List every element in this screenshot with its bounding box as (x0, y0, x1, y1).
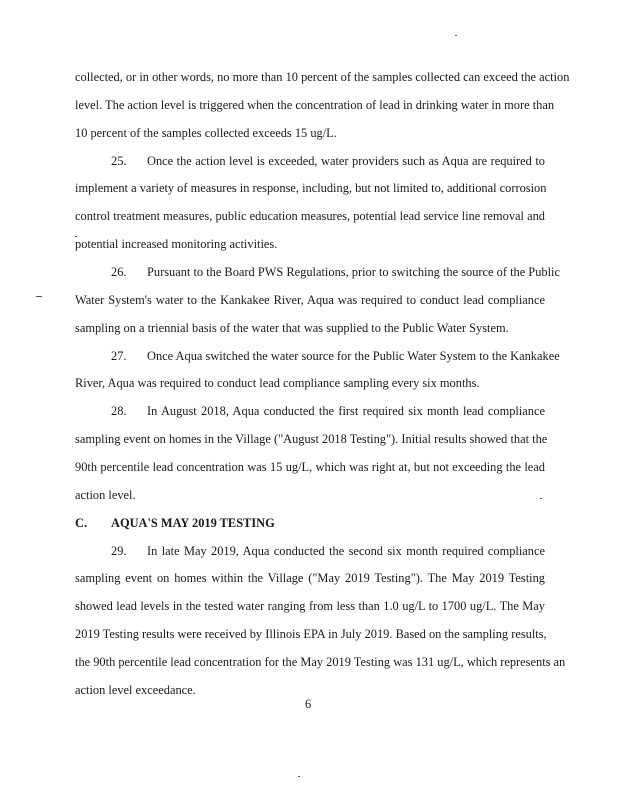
text-line: level. The action level is triggered when the concentration of lead in drinking water in more than (75, 97, 555, 112)
text-line: 10 percent of the samples collected exceeds 15 ug/L. (75, 125, 337, 140)
paragraph-number: 29. (111, 543, 127, 558)
text-line: collected, or in other words, no more than 10 percent of the samples collected can exceed the action (75, 70, 570, 84)
scan-speck (540, 498, 542, 499)
text-line: the 90th percentile lead concentration for the May 2019 Testing was 131 ug/L, which represents an (75, 655, 566, 670)
page-number: 6 (305, 697, 312, 711)
text-line: showed lead levels in the tested water ranging from less than 1.0 ug/L to 1700 ug/L. The May (75, 599, 545, 614)
text-line: River, Aqua was required to conduct lead compliance sampling every six months. (75, 376, 480, 391)
scan-speck (36, 296, 42, 297)
text-line: action level. (75, 487, 136, 502)
scan-speck (298, 776, 300, 777)
text-line: 2019 Testing results were received by Illinois EPA in July 2019. Based on the sampling results, (75, 627, 547, 642)
paragraph-26-line: 26. Pursuant to the Board PWS Regulations, prior to switching the source of the Public (75, 259, 545, 287)
section-title: AQUA'S MAY 2019 TESTING (111, 515, 275, 530)
paragraph-27-line: 27. Once Aqua switched the water source for the Public Water System to the Kankakee (75, 343, 545, 371)
paragraph-number: 26. (111, 265, 127, 280)
section-heading (75, 510, 545, 538)
text-line: Water System's water to the Kankakee River, Aqua was required to conduct lead compliance (75, 292, 545, 307)
paragraph-25-line: 25. Once the action level is exceeded, water providers such as Aqua are required to (75, 148, 545, 176)
paragraph-29-line: 29. In late May 2019, Aqua conducted the second six month required compliance (75, 538, 545, 566)
document-body (75, 64, 570, 705)
scan-speck (455, 35, 457, 36)
paragraph-number: 27. (111, 348, 127, 363)
text-line: sampling event on homes within the Village ("May 2019 Testing"). The May 2019 Testing (75, 571, 545, 586)
paragraph-number: 28. (111, 404, 127, 419)
text-line: control treatment measures, public education measures, potential lead service line removal and (75, 209, 545, 224)
paragraph-number: 25. (111, 153, 127, 168)
text-line: 90th percentile lead concentration was 15 ug/L, which was right at, but not exceeding the lead (75, 460, 545, 475)
scan-speck (75, 236, 77, 237)
paragraph-28-line: 28. In August 2018, Aqua conducted the first required six month lead compliance (75, 398, 545, 426)
text-line: sampling on a triennial basis of the water that was supplied to the Public Water System. (75, 320, 509, 335)
text-line: sampling event on homes in the Village ("August 2018 Testing"). Initial results showed that the (75, 432, 548, 447)
text-line: implement a variety of measures in response, including, but not limited to, additional corrosion (75, 181, 547, 196)
text-line: potential increased monitoring activities. (75, 237, 278, 252)
section-letter: C. (75, 515, 88, 530)
text-line: action level exceedance. (75, 682, 196, 697)
